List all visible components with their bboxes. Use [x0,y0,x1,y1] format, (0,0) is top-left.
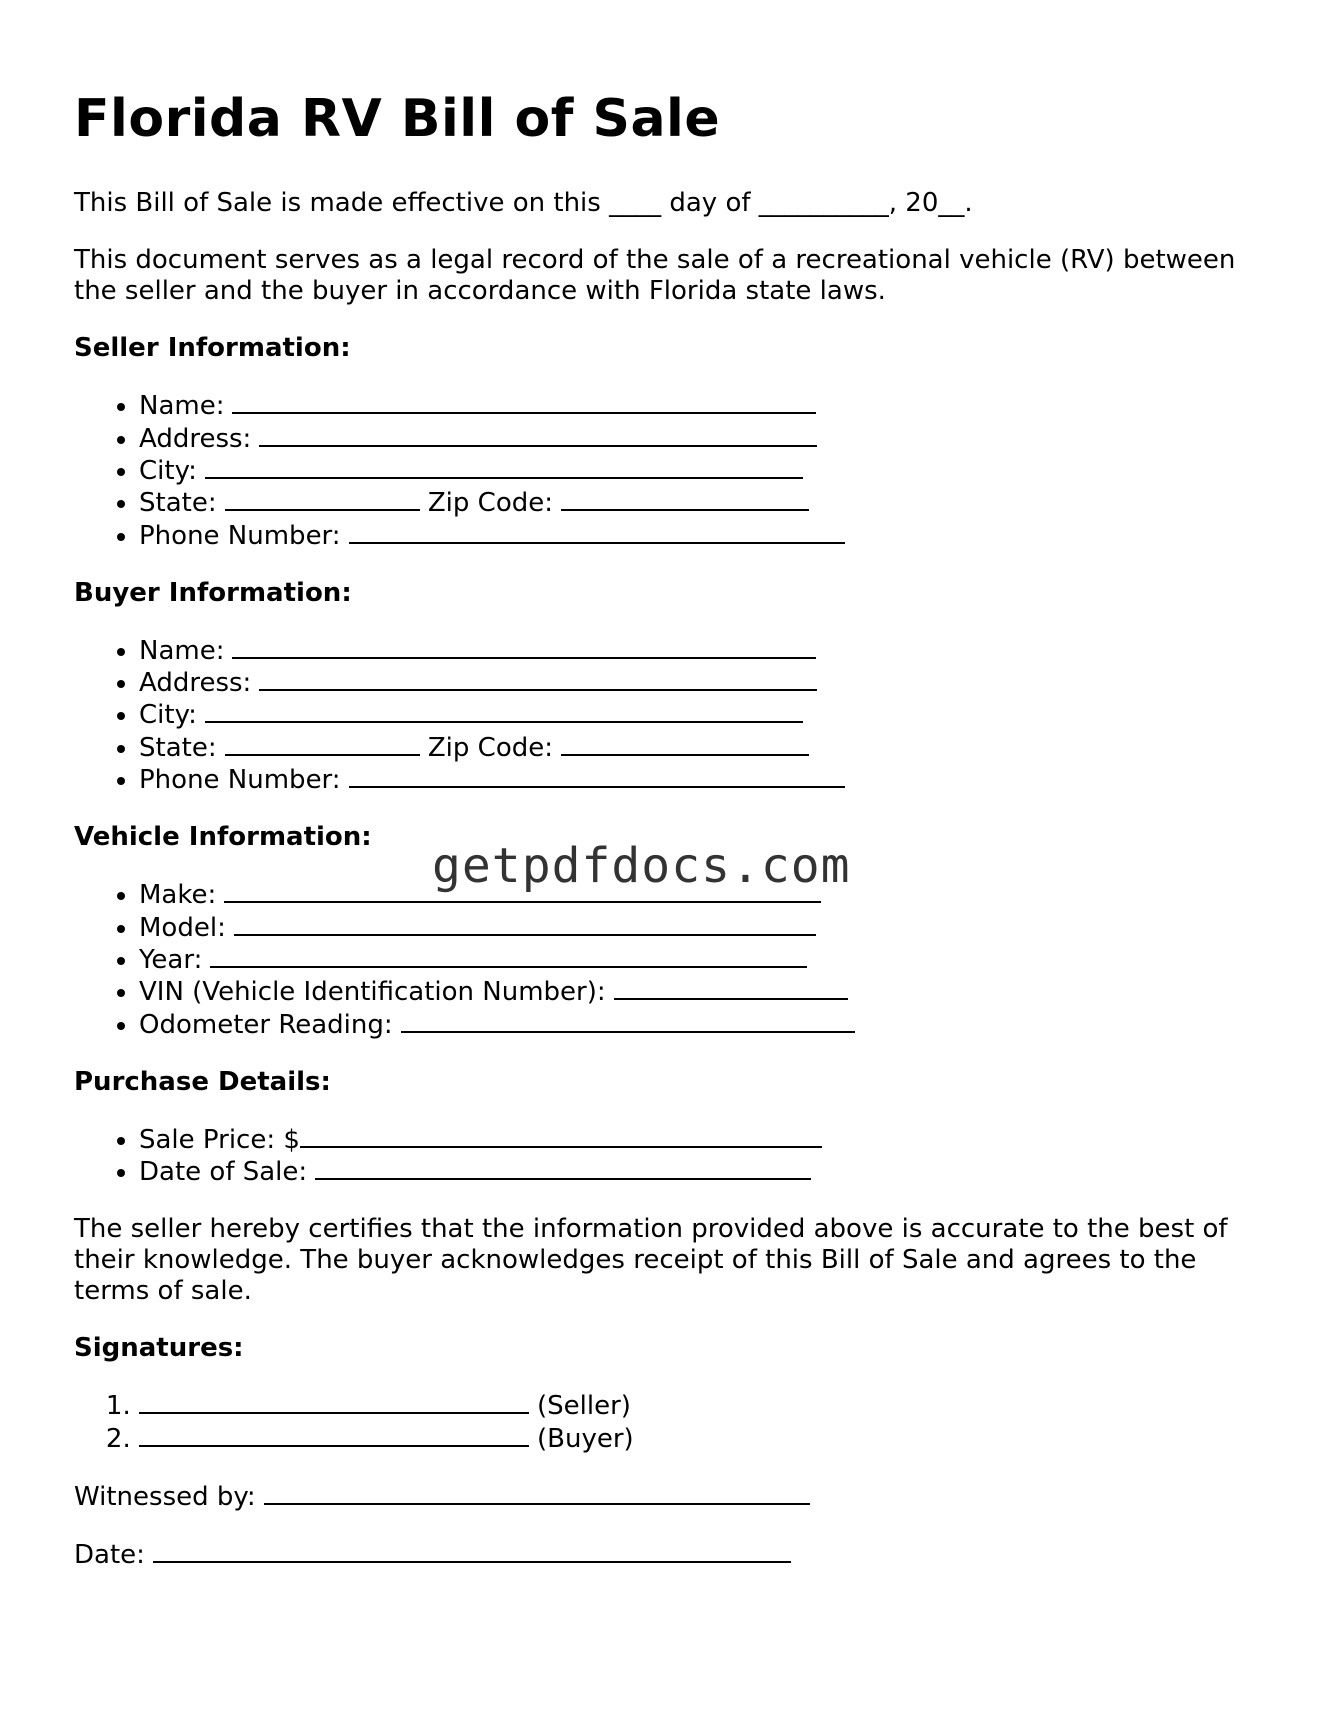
field-label: VIN (Vehicle Identification Number): [139,977,606,1008]
buyer-section-heading: Buyer Information: [74,577,352,608]
field-label: Year: [139,944,203,975]
field-label: Phone Number: [139,765,341,796]
purchase-fields [74,1124,1274,1189]
field-label: City: [139,455,197,486]
seller-phone-blank[interactable] [349,520,845,544]
seller-city-blank[interactable] [205,455,803,479]
field-label: Phone Number: [139,520,341,551]
field-label: Zip Code: [427,732,553,763]
document-title: Florida RV Bill of Sale [74,89,721,149]
seller-address-field [139,423,1274,455]
vehicle-odometer-blank[interactable] [401,1009,855,1033]
certification-statement: The seller hereby certifies that the information provided above is accurate to the best of their knowledge. The buyer acknowledges receipt of this Bill of Sale and agrees to the terms of sale. [74,1214,1228,1307]
seller-name-blank[interactable] [232,390,816,414]
field-label: Model: [139,912,226,943]
seller-section-heading: Seller Information: [74,333,351,364]
field-label: Name: [139,635,225,666]
vehicle-year-blank[interactable] [210,944,807,968]
witness-blank[interactable] [264,1481,810,1505]
signature-role: (Seller) [537,1391,631,1422]
signature-role: (Buyer) [537,1423,634,1454]
buyer-fields [74,635,1274,796]
document-description: This document serves as a legal record of the sale of a recreational vehicle (RV) between the seller and the buyer in accordance with Florida state laws. [74,245,1236,307]
buyer-phone-field [139,764,1274,796]
field-label: State: [139,488,217,519]
sale-date-field [139,1156,1274,1188]
sale-date-blank[interactable] [315,1156,811,1180]
seller-zip-blank[interactable] [561,487,809,511]
seller-city-field [139,455,1274,487]
sale-price-blank[interactable] [300,1124,822,1148]
seller-state-blank[interactable] [225,487,420,511]
watermark: getpdfdocs.com [432,838,851,894]
buyer-address-field [139,667,1274,699]
seller-state-zip-field [139,487,1274,519]
seller-signature-blank[interactable] [139,1390,529,1414]
field-label: Date: [74,1540,145,1571]
buyer-signature-blank[interactable] [139,1423,529,1447]
date-blank[interactable] [153,1539,791,1563]
field-label: Make: [139,880,217,911]
buyer-name-field [139,635,1274,667]
date-field [74,1539,1274,1571]
field-label: Odometer Reading: [139,1009,393,1040]
buyer-phone-blank[interactable] [349,764,845,788]
witness-field [74,1481,1274,1513]
sale-price-field [139,1124,1274,1156]
field-label: Address: [139,668,252,699]
buyer-signature [139,1423,1274,1455]
vehicle-vin-blank[interactable] [614,976,848,1000]
buyer-name-blank[interactable] [232,635,816,659]
vehicle-model-field [139,912,1274,944]
buyer-city-blank[interactable] [205,699,803,723]
field-label: Zip Code: [427,488,553,519]
field-label: State: [139,732,217,763]
field-label: Date of Sale: [139,1157,308,1188]
buyer-zip-blank[interactable] [561,732,809,756]
signatures-section-heading: Signatures: [74,1333,244,1364]
vehicle-fields [74,879,1274,1040]
vehicle-odometer-field [139,1009,1274,1041]
field-label: Name: [139,391,225,422]
purchase-section-heading: Purchase Details: [74,1066,331,1097]
seller-name-field [139,390,1274,422]
buyer-address-blank[interactable] [259,667,817,691]
bill-of-sale-document [74,88,1274,1571]
vehicle-model-blank[interactable] [234,912,816,936]
field-label: City: [139,700,197,731]
vehicle-year-field [139,944,1274,976]
effective-date-statement: This Bill of Sale is made effective on this ____ day of __________, 20__. [74,188,973,219]
vehicle-vin-field [139,976,1274,1008]
field-label: Witnessed by: [74,1482,256,1513]
field-label: Sale Price: $ [139,1124,300,1155]
seller-fields [74,390,1274,551]
seller-signature [139,1390,1274,1422]
buyer-state-blank[interactable] [225,732,420,756]
buyer-state-zip-field [139,732,1274,764]
vehicle-section-heading: Vehicle Information: [74,822,372,853]
field-label: Address: [139,423,252,454]
seller-address-blank[interactable] [259,423,817,447]
signature-lines [74,1390,1274,1455]
seller-phone-field [139,520,1274,552]
buyer-city-field [139,699,1274,731]
